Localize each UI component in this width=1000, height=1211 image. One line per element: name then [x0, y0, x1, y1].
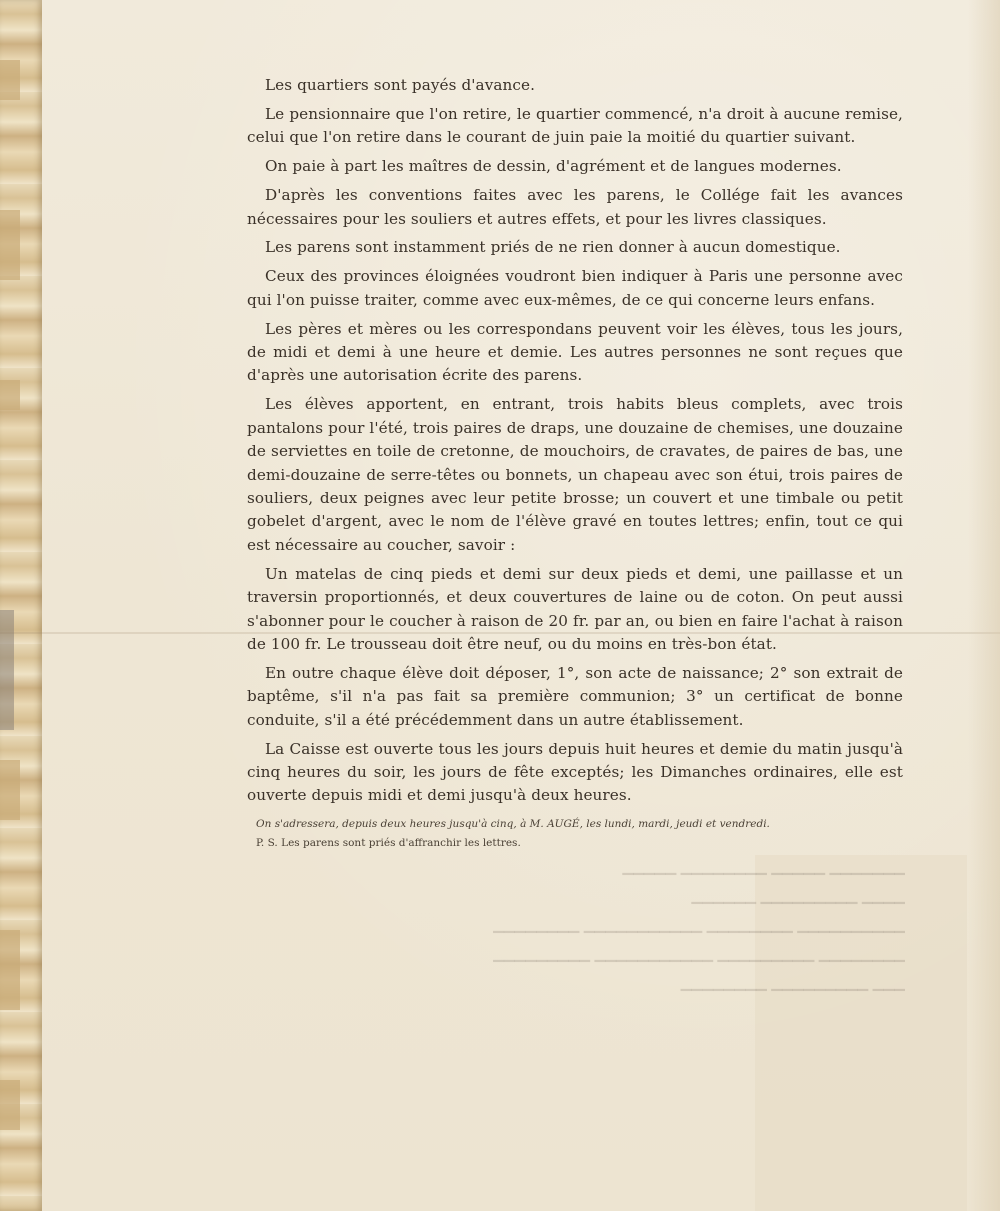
reverse-side-bleed-through: ▔▔▔▔▔▔▔ ▔▔▔▔▔ ▔▔▔▔▔▔▔▔ ▔▔▔▔▔ ▔▔▔▔ ▔▔▔▔▔▔▔▔▔ ▔▔▔▔▔▔ ▔▔▔▔▔▔▔▔▔▔ ▔▔▔▔▔▔▔▔ ▔▔▔▔▔▔▔▔▔▔▔ ▔▔▔▔▔▔▔▔ ▔▔▔▔▔▔▔▔ ▔▔▔▔▔▔▔▔▔ ▔▔▔▔▔▔▔▔▔▔▔ ▔▔▔▔▔▔▔▔▔ ▔▔▔ ▔▔▔▔▔▔▔▔▔ ▔▔▔▔▔▔▔▔: [493, 874, 905, 1006]
paragraph: Les quartiers sont payés d'avance.: [265, 76, 536, 94]
paragraph: En outre chaque élève doit déposer, 1°, son acte de naissance; 2° son extrait de baptême, s'il n'a pas fait sa première communion; 3° un certificat de bonne conduite, s'il a été précédemment dans un autre établissement.: [247, 663, 903, 729]
paragraph: Les élèves apportent, en entrant, trois habits bleus complets, avec trois pantalons pour l'été, trois paires de draps, une douzaine de chemises, une douzaine de serviettes en toile de cretonne, de mouchoirs, de cravates, de paires de bas, une demi-douzaine de serre-têtes ou bonnets, un chapeau avec son étui, trois paires de souliers, deux peignes avec leur petite brosse; un couvert et une timbale ou petit gobelet d'argent, avec le nom de l'élève gravé en toutes lettres; enfin, tout ce qui est nécessaire au coucher, savoir :: [247, 395, 903, 554]
right-edge-shadow: [968, 0, 1000, 1211]
paragraph: Les parens sont instamment priés de ne rien donner à aucun domestique.: [265, 238, 841, 257]
paragraph: Un matelas de cinq pieds et demi sur deux pieds et demi, une paillasse et un traversin proportionnés, et deux couvertures de laine ou de coton. On peut aussi s'abonner pour le coucher à raison de 20 fr. par an, ou bien en faire l'achat à raison de 100 fr. Le trousseau doit être neuf, ou du moins en très-bon état.: [247, 564, 903, 653]
paragraph: Ceux des provinces éloignées voudront bien indiquer à Paris une personne avec qui l'on puisse traiter, comme avec eux-mêmes, de ce qui concerne leurs enfans.: [247, 267, 903, 309]
paragraph: La Caisse est ouverte tous les jours depuis huit heures et demie du matin jusqu'à cinq heures du soir, les jours de fête exceptés; les Dimanches ordinaires, elle est ouverte depuis midi et demi jusqu'à deux heures.: [247, 739, 903, 805]
regulations-text: [247, 74, 903, 813]
torn-left-edge: [0, 0, 42, 1211]
paragraph: On paie à part les maîtres de dessin, d'agrément et de langues modernes.: [265, 157, 842, 176]
paragraph: Les pères et mères ou les correspondans peuvent voir les élèves, tous les jours, de midi et demi à une heure et demie. Les autres personnes ne sont reçues que d'après une autorisation écrite des parens.: [247, 319, 903, 385]
postscript: P. S. Les parens sont priés d'affranchir les lettres.: [256, 837, 521, 849]
footer-note: [256, 815, 896, 853]
paragraph: Le pensionnaire que l'on retire, le quartier commencé, n'a droit à aucune remise, celui que l'on retire dans le courant de juin paie la moitié du quartier suivant.: [247, 104, 903, 147]
address-line: On s'adressera, depuis deux heures jusqu'à cinq, à M. AUGÉ, les lundi, mardi, jeudi et vendredi.: [256, 818, 770, 830]
paragraph: D'après les conventions faites avec les parens, le Collége fait les avances nécessaires pour les souliers et autres effets, et pour les livres classiques.: [247, 186, 903, 228]
